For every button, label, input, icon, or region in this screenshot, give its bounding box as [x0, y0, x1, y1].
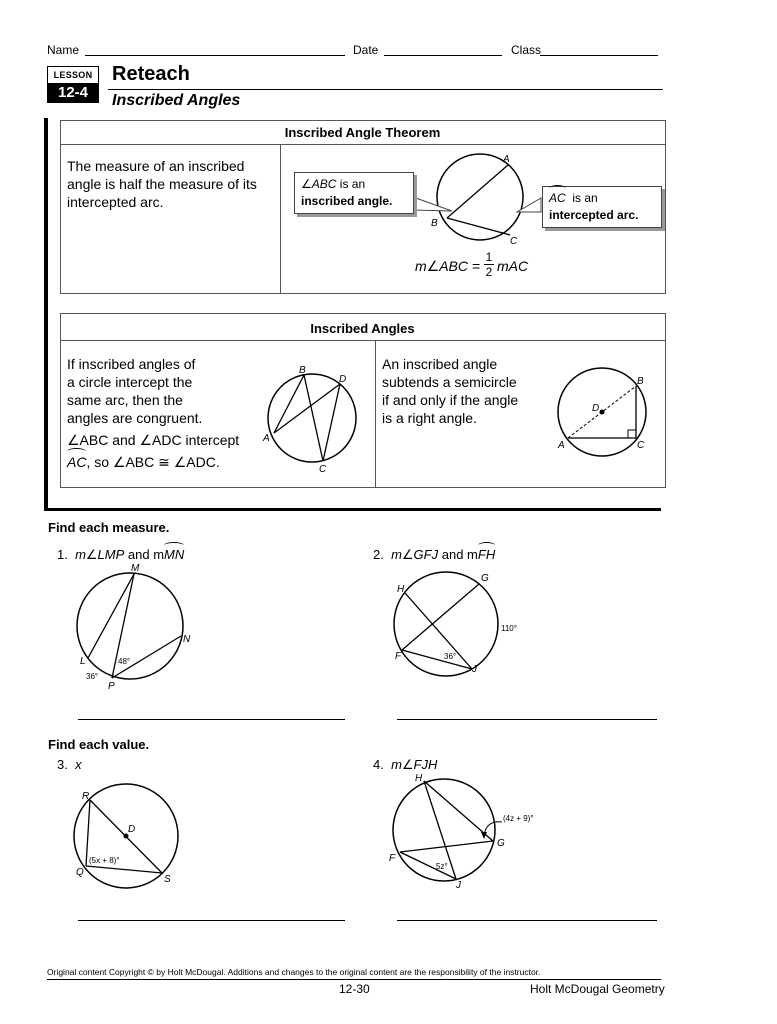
fig-q1-label-l: L: [80, 656, 86, 667]
fig-q1-label-p: P: [108, 681, 115, 692]
formula-left: m∠ABC =: [415, 258, 481, 274]
fig-q4-expr-j: 5z°: [436, 862, 448, 871]
q4-text: m∠FJH: [391, 757, 438, 772]
angles-right-4: is a right angle.: [382, 410, 477, 426]
callout-angle-line2: inscribed angle.: [301, 194, 393, 208]
footer-book: Holt McDougal Geometry: [530, 982, 665, 996]
fig-q1-label-m: M: [131, 563, 140, 574]
fig-q1-angle36: 36°: [86, 672, 99, 681]
fig-q3-label-r: R: [82, 791, 90, 802]
theorem-title: Inscribed Angle Theorem: [284, 125, 441, 140]
formula-right: mAC: [497, 258, 529, 274]
fig1-label-d: D: [339, 374, 347, 385]
angles-left-6-arc: AC: [67, 454, 87, 470]
angles-left-2: a circle intercept the: [67, 374, 193, 390]
fig-q3-label-d: D: [128, 824, 136, 835]
footer-copyright: Original content Copyright © by Holt McDougal. Additions and changes to the original content are the responsibility of the instructor.: [47, 967, 541, 977]
fig1-label-a: A: [263, 433, 270, 444]
fig1-label-c: C: [319, 464, 327, 475]
section1-heading: Find each measure.: [48, 520, 170, 535]
label-c: C: [510, 236, 518, 247]
q2-text-a: m∠GFJ: [391, 547, 439, 562]
answer-line-3[interactable]: [78, 920, 345, 921]
date-label: Date: [353, 43, 379, 57]
q2-text-b: and m: [438, 547, 478, 562]
callout-angle-rest: is an: [336, 177, 366, 191]
fig2-label-a: A: [558, 440, 565, 451]
angles-left-6-rest: , so ∠ABC ≅ ∠ADC.: [86, 454, 220, 470]
fig-q4-label-j: J: [456, 880, 461, 891]
fig-q2-label-j: J: [472, 664, 477, 675]
q3-text: x: [75, 757, 82, 772]
formula-num: 1: [485, 250, 493, 264]
angles-left-1: If inscribed angles of: [67, 356, 196, 372]
fig-q3-label-s: S: [164, 874, 171, 885]
name-label: Name: [47, 43, 80, 57]
angles-right-3: if and only if the angle: [382, 392, 519, 408]
fig1-label-b: B: [299, 365, 306, 376]
q1-text-a: m∠LMP: [75, 547, 125, 562]
angles-left-3: same arc, then the: [67, 392, 183, 408]
lesson-number: 12-4: [47, 83, 99, 103]
formula-den: 2: [485, 265, 493, 279]
angles-right-1: An inscribed angle: [382, 356, 498, 372]
label-a: A: [503, 154, 510, 165]
label-b: B: [431, 218, 438, 229]
fig-q2-angle36: 36°: [444, 652, 457, 661]
fig-q1-angle48: 48°: [118, 657, 131, 666]
footer-rule: [47, 979, 661, 980]
q1-num: 1.: [57, 547, 68, 562]
q2-text-arc: FH: [477, 547, 496, 562]
footer-page: 12-30: [339, 982, 370, 996]
q4-num: 4.: [373, 757, 384, 772]
fig-q1-label-n: N: [183, 634, 191, 645]
class-label: Class: [511, 43, 542, 57]
fig-q3-expr: (5x + 8)°: [89, 856, 120, 865]
angles-title: Inscribed Angles: [310, 321, 415, 336]
fig-q3-label-q: Q: [76, 867, 84, 878]
page-title: Reteach: [112, 63, 190, 85]
fig2-label-b: B: [637, 376, 644, 387]
q3-num: 3.: [57, 757, 68, 772]
angles-left-4: angles are congruent.: [67, 410, 203, 426]
lesson-label: LESSON: [47, 66, 99, 83]
fig-q4-label-g: G: [497, 838, 505, 849]
q1-text-b: and m: [124, 547, 165, 562]
fig-q4-label-h: H: [415, 773, 423, 784]
page-subtitle: Inscribed Angles: [112, 92, 241, 109]
callout-arc-sym: AC: [549, 191, 566, 205]
fig-q2-label-g: G: [481, 573, 489, 584]
callout-arc-rest: is an: [572, 191, 598, 205]
q2-num: 2.: [373, 547, 384, 562]
theorem-text: The measure of an inscribed angle is half the measure of its intercepted arc.: [67, 158, 257, 210]
fig2-label-c: C: [637, 440, 645, 451]
fig-q4-expr-g: (4z + 9)°: [503, 814, 534, 823]
fig2-label-d: D: [592, 403, 600, 414]
section2-heading: Find each value.: [48, 737, 150, 752]
answer-line-4[interactable]: [397, 920, 657, 921]
callout-arc-line2: intercepted arc.: [549, 208, 639, 222]
fig-q4-label-f: F: [389, 853, 396, 864]
fig-q2-arc110: 110°: [501, 624, 517, 633]
q1-text-arc: MN: [164, 547, 185, 562]
angles-right-2: subtends a semicircle: [382, 374, 517, 390]
angles-left-5: ∠ABC and ∠ADC intercept: [67, 432, 240, 448]
fig-q2-label-f: F: [395, 651, 402, 662]
callout-angle-sym: ∠ABC: [301, 177, 337, 191]
fig-q2-label-h: H: [397, 584, 405, 595]
